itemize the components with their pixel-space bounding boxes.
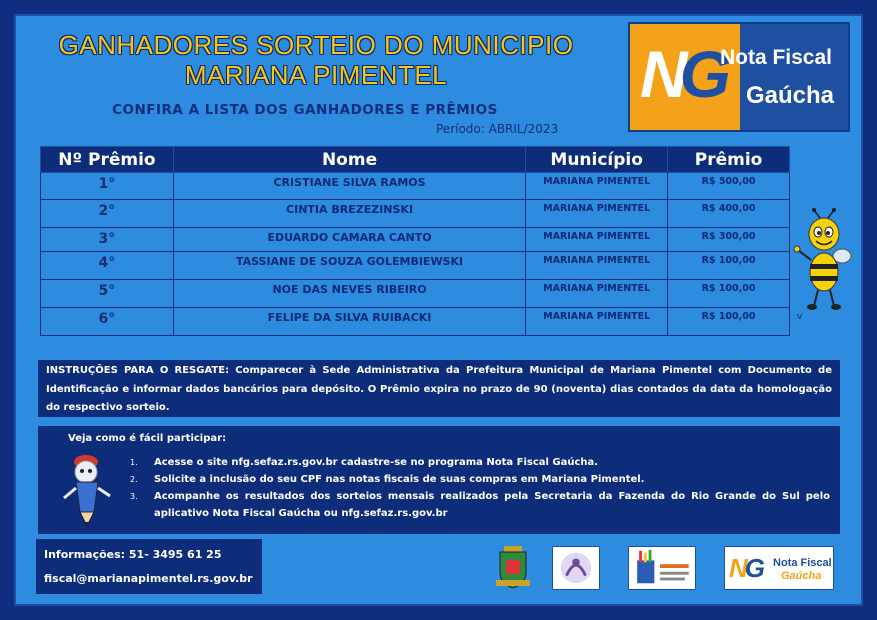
table-row (41, 228, 790, 252)
header-municipio: Município (526, 147, 668, 173)
contact-phone: Informações: 51- 3495 61 25 (44, 548, 222, 561)
education-program-logo-icon (628, 546, 696, 590)
cell-name: EDUARDO CAMARA CANTO (173, 228, 525, 252)
education-seal-icon (552, 546, 600, 590)
winners-table (40, 146, 790, 336)
table-row (41, 308, 790, 336)
cell-city: MARIANA PIMENTEL (526, 308, 668, 336)
instructions-box: INSTRUÇÕES PARA O RESGATE: Comparecer à Sede Administrativa da Prefeitura Municipal de Mariana Pimentel com Documento de Identificação e informar dados bancários para depósito. O Prêmio expira no prazo de 90 (noventa) dias contados da data da homologação do respectivo sorteio. (38, 360, 840, 417)
cell-rank: 2° (41, 200, 174, 228)
cell-city: MARIANA PIMENTEL (526, 228, 668, 252)
how-heading: Veja como é fácil participar: (68, 433, 227, 444)
title-line-2: MARIANA PIMENTEL (184, 60, 448, 90)
period-label: Período: ABRIL/2023 (436, 122, 559, 136)
cell-city: MARIANA PIMENTEL (526, 173, 668, 200)
footer-logo-line2: Gaúcha (781, 570, 822, 582)
table-row (41, 252, 790, 280)
cell-name: FELIPE DA SILVA RUIBACKI (173, 308, 525, 336)
pencil-mascot-icon (58, 450, 120, 530)
municipal-coat-of-arms-icon (496, 546, 530, 590)
table-header-row (41, 147, 790, 173)
cell-rank: 3° (41, 228, 174, 252)
nfg-footer-mark-icon: NG (729, 553, 763, 583)
cell-prize: R$ 300,00 (668, 228, 790, 252)
steps-list (128, 454, 830, 522)
logo-blue-panel (740, 24, 848, 130)
cell-prize: R$ 500,00 (668, 173, 790, 200)
cell-prize: R$ 100,00 (668, 308, 790, 336)
page-title (26, 30, 606, 90)
list-item: 3. Acompanhe os resultados dos sorteios mensais realizados pela Secretaria da Fazenda do Rio Grande do Sul pelo aplicativo Nota Fiscal Gaúcha ou nfg.sefaz.rs.gov.br (130, 491, 830, 519)
cell-name: TASSIANE DE SOUZA GOLEMBIEWSKI (173, 252, 525, 280)
contact-info-box (36, 539, 262, 594)
bee-mascot-icon (792, 208, 852, 312)
logo-text-line2: Gaúcha (745, 82, 834, 109)
header-premio-num: Nº Prêmio (41, 147, 174, 173)
cell-prize: R$ 100,00 (668, 252, 790, 280)
nfg-footer-logo (724, 546, 834, 590)
contact-email: fiscal@marianapimentel.rs.gov.br (44, 572, 253, 585)
table-row (41, 173, 790, 200)
cell-name: NOE DAS NEVES RIBEIRO (173, 280, 525, 308)
title-line-1: GANHADORES SORTEIO DO MUNICIPIO (58, 30, 574, 60)
cell-rank: 4° (41, 252, 174, 280)
cell-prize: R$ 400,00 (668, 200, 790, 228)
table-row (41, 280, 790, 308)
cell-name: CINTIA BREZEZINSKI (173, 200, 525, 228)
logo-text-line1: Nota Fiscal (719, 46, 832, 69)
header-premio: Prêmio (668, 147, 790, 173)
cell-city: MARIANA PIMENTEL (526, 280, 668, 308)
cell-name: CRISTIANE SILVA RAMOS (173, 173, 525, 200)
cell-rank: 1° (41, 173, 174, 200)
cell-city: MARIANA PIMENTEL (526, 200, 668, 228)
how-to-participate-box (38, 426, 840, 534)
page-subtitle: CONFIRA A LISTA DOS GANHADORES E PRÊMIOS (112, 102, 498, 118)
cell-prize: R$ 100,00 (668, 280, 790, 308)
table-row (41, 200, 790, 228)
nfg-logo (628, 22, 850, 132)
stray-mark: v (797, 312, 803, 322)
nfg-mark-icon: NG (640, 37, 724, 111)
header-nome: Nome (173, 147, 525, 173)
cell-rank: 5° (41, 280, 174, 308)
cell-city: MARIANA PIMENTEL (526, 252, 668, 280)
footer-logo-line1: Nota Fiscal (773, 557, 832, 569)
list-item: 1. Acesse o site nfg.sefaz.rs.gov.br cadastre-se no programa Nota Fiscal Gaúcha. (130, 457, 599, 468)
list-item: 2. Solicite a inclusão do seu CPF nas notas fiscais de suas compras em Mariana Pimentel. (130, 474, 645, 485)
cell-rank: 6° (41, 308, 174, 336)
